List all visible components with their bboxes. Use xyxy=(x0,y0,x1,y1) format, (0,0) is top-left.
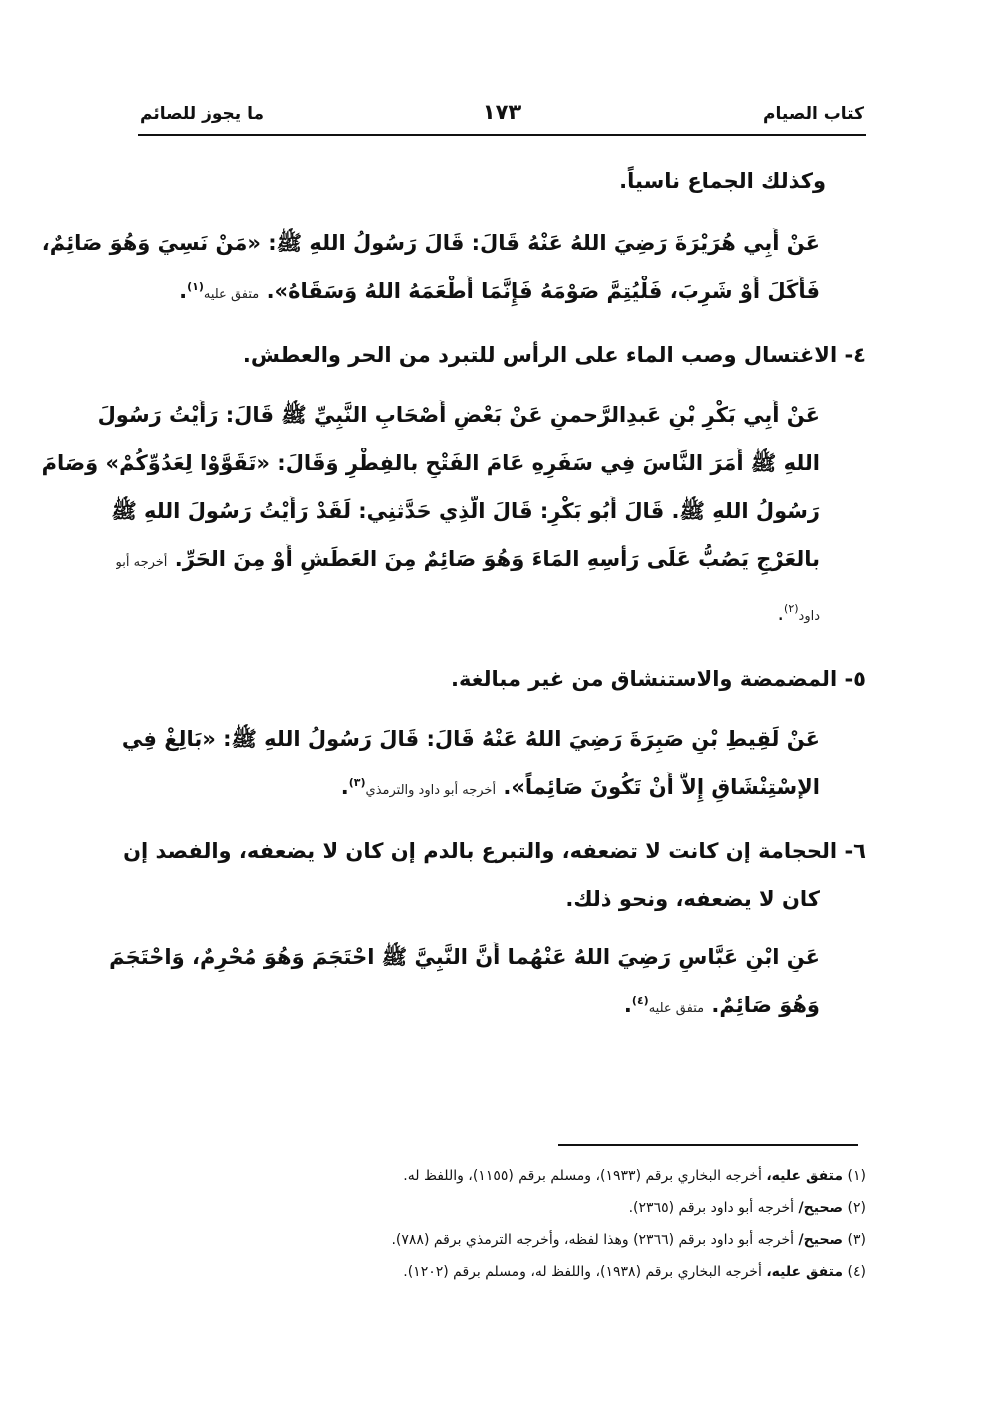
item-6-heading-line-2: كان لا يضعفه، ونحو ذلك. xyxy=(565,887,820,911)
footnote-ref-2[interactable]: (٢) xyxy=(784,602,799,615)
hadith-1-text: فَأَكَلَ أَوْ شَرِبَ، فَلْيُتِمَّ صَوْمَهُ فَإِنَّمَا أَطْعَمَهُ اللهُ وَسَقَاهُ». xyxy=(266,279,820,303)
book-title: كتاب الصيام xyxy=(763,104,864,124)
hadith-4-text: وَهُوَ صَائِمٌ. xyxy=(711,993,820,1017)
footnote-text: أخرجه البخاري برقم (١٩٣٨)، واللفظ له، ومسلم برقم (١٢٠٢). xyxy=(403,1264,767,1280)
hadith-2-line-4 xyxy=(116,544,820,578)
footnote-number: (٤) xyxy=(847,1264,866,1280)
footnote-text: أخرجه أبو داود برقم (٢٣٦٥). xyxy=(628,1200,799,1216)
footnote-1 xyxy=(200,1160,866,1192)
item-6-heading-line-1: ٦- الحجامة إن كانت لا تضعفه، والتبرع بالدم إن كان لا يضعفه، والفصد إن xyxy=(123,839,866,863)
item-5-heading: ٥- المضمضة والاستنشاق من غير مبالغة. xyxy=(451,667,866,691)
footnote-text: أخرجه البخاري برقم (١٩٣٣)، ومسلم برقم (١١٥٥)، واللفظ له. xyxy=(403,1168,767,1184)
hadith-2-line-2: اللهِ ﷺ أَمَرَ النَّاسَ فِي سَفَرِهِ عَامَ الفَتْحِ بالفِطْرِ وَقَالَ: «تَقَوَّوْا لِعَدُوِّكُمْ» وَصَامَ xyxy=(41,451,820,475)
hadith-2-source-a: أخرجه أبو xyxy=(115,555,168,570)
footnote-4 xyxy=(200,1256,866,1288)
intro-line: وكذلك الجماع ناسياً. xyxy=(619,169,826,193)
footnote-3 xyxy=(200,1224,866,1256)
footnote-ref-4[interactable]: (٤) xyxy=(631,994,649,1007)
hadith-2-line-5: داود$^{(٢)}$. xyxy=(777,601,820,625)
hadith-3-text: الإسْتِنْشَاقِ إِلاَّ أَنْ تَكُونَ صَائِماً». xyxy=(503,775,820,799)
hadith-2-line-3: رَسُولُ اللهِ ﷺ. قَالَ أَبُو بَكْرٍ: قَالَ الَّذِي حَدَّثنِي: لَقَدْ رَأَيْتُ رَسُولَ اللهِ ﷺ xyxy=(111,499,820,523)
hadith-1-line-1: عَنْ أَبِي هُرَيْرَةَ رَضِيَ اللهُ عَنْهُ قَالَ: قَالَ رَسُولُ اللهِ ﷺ: «مَنْ نَسِيَ وَهُوَ صَائِمٌ، xyxy=(41,231,820,255)
section-title: ما يجوز للصائم xyxy=(140,104,264,124)
header-divider xyxy=(138,134,866,136)
footnote-divider xyxy=(558,1144,858,1146)
footnote-number: (١) xyxy=(847,1168,866,1184)
hadith-3-line-1: عَنْ لَقِيطِ بْنِ صَبِرَةَ رَضِيَ اللهُ عَنْهُ قَالَ: قَالَ رَسُولُ اللهِ ﷺ: «بَالِغْ فِي xyxy=(121,727,820,751)
hadith-1-line-2: فَأَكَلَ أَوْ شَرِبَ، فَلْيُتِمَّ صَوْمَهُ فَإِنَّمَا أَطْعَمَهُ اللهُ وَسَقَاهُ». متفق عليه$^{(١)}$. xyxy=(179,279,820,303)
hadith-4-line-2: وَهُوَ صَائِمٌ. متفق عليه$^{(٤)}$. xyxy=(623,993,820,1017)
footnote-text: أخرجه أبو داود برقم (٢٣٦٦) وهذا لفظه، وأخرجه الترمذي برقم (٧٨٨). xyxy=(391,1232,799,1248)
footnote-number: (٣) xyxy=(847,1232,866,1248)
hadith-1-source: متفق عليه xyxy=(203,287,260,302)
running-header xyxy=(138,100,866,134)
hadith-3-source: أخرجه أبو داود والترمذي xyxy=(365,783,497,798)
footnote-ref-3[interactable]: (٣) xyxy=(348,776,366,789)
page-number: ١٧٣ xyxy=(482,100,522,124)
hadith-4-source: متفق عليه xyxy=(648,1001,705,1016)
footnote-grade: صحيح/ xyxy=(798,1232,844,1248)
hadith-2-text: بالعَرْجِ يَصُبُّ عَلَى رَأْسِهِ المَاءَ وَهُوَ صَائِمٌ مِنَ العَطَشِ أَوْ مِنَ الحَرِّ. xyxy=(174,547,820,571)
hadith-3-line-2: الإسْتِنْشَاقِ إِلاَّ أَنْ تَكُونَ صَائِماً». أخرجه أبو داود والترمذي$^{(٣)}$. xyxy=(340,775,820,799)
footnote-grade: صحيح/ xyxy=(798,1200,844,1216)
hadith-4-line-1: عَنِ ابْنِ عَبَّاسٍ رَضِيَ اللهُ عَنْهُما أَنَّ النَّبِيَّ ﷺ احْتَجَمَ وَهُوَ مُحْرِمٌ، وَاحْتَجَمَ xyxy=(109,945,820,969)
footnotes xyxy=(200,1160,866,1288)
footnote-grade: متفق عليه، xyxy=(766,1168,844,1184)
footnote-number: (٢) xyxy=(847,1200,866,1216)
hadith-2-line-1: عَنْ أَبِي بَكْرِ بْنِ عَبدِالرَّحمنِ عَنْ بَعْضِ أَصْحَابِ النَّبِيِّ ﷺ قَالَ: رَأَيْتُ رَسُولَ xyxy=(97,403,820,427)
footnote-grade: متفق عليه، xyxy=(766,1264,844,1280)
footnote-ref-1[interactable]: (١) xyxy=(187,280,204,293)
hadith-2-source-b: داود xyxy=(798,609,820,624)
item-4-heading: ٤- الاغتسال وصب الماء على الرأس للتبرد من الحر والعطش. xyxy=(242,343,866,367)
footnote-2 xyxy=(200,1192,866,1224)
